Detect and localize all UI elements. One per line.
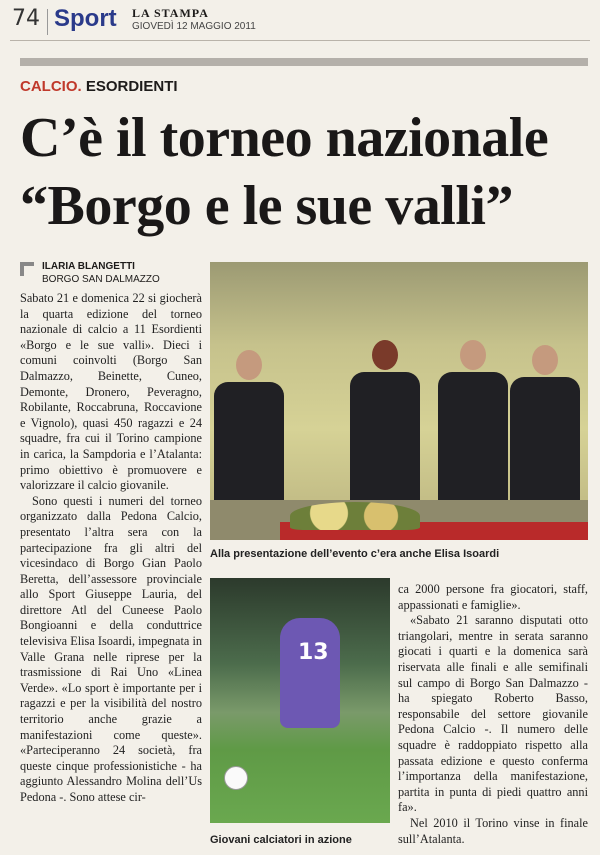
page-number: 74 bbox=[12, 6, 40, 31]
person-figure bbox=[350, 340, 420, 522]
header-separator bbox=[47, 9, 48, 35]
article-column-3 bbox=[398, 582, 588, 852]
dateline-place: BORGO SAN DALMAZZO bbox=[42, 274, 160, 285]
headline-line-2: “Borgo e le sue valli” bbox=[20, 175, 513, 237]
paragraph: ca 2000 persone fra giocatori, staff, appassionati e famiglie». bbox=[398, 582, 588, 612]
byline-mark-icon bbox=[20, 262, 34, 276]
paragraph: «Sabato 21 saranno disputati otto triangolari, mentre in serata saranno giocati i quarti e la domenica sarà riservata alle finali e alle semifinali sul campo di Borgo San Dalmazzo - ha spiegato Roberto Basso, responsabile del settore giovanile Pedona Calcio -. Il numero delle squadre è raddoppiato rispetto alla passata edizione e questo conferma l’importanza della manifestazione, partita in punta di piedi quattro anni fa». bbox=[398, 613, 588, 815]
issue-date: GIOVEDÌ 12 MAGGIO 2011 bbox=[132, 21, 256, 32]
section-name: Sport bbox=[54, 5, 117, 32]
person-figure bbox=[214, 350, 284, 522]
kicker-subtopic: ESORDIENTI bbox=[85, 78, 178, 95]
paragraph: Sono questi i numeri del torneo organizzato dalla Pedona Calcio, presentato l’altra sera con la partecipazione fra gli altri del vicesindaco di Borgo Gian Paolo Beretta, dell’assessore provinciale allo Sport Giuseppe Lauria, del direttore Atl del Cuneese Paolo Bongioanni e della conduttrice televisiva Elisa Isoardi, impegnata in Valle Grana nelle riprese per la trasmissione di Rai Uno «Linea Verde». «Lo sport è importante per i ragazzi e per la visibilità del nostro territorio anche grazie a manifestazioni come queste». «Parteciperanno 24 società, fra queste cinque professionistiche - ha aggiunto Alessandro Molina dell’Us Pedona -. Sono attese cir- bbox=[20, 493, 202, 804]
kicker-topic: CALCIO. bbox=[20, 78, 82, 95]
paragraph: Sabato 21 e domenica 22 si giocherà la quarta edizione del torneo nazionale di calcio a 11 Esordienti «Borgo e le sue valli». Dieci i comuni coinvolti (Borgo San Dalmazzo, Beinette, Cuneo, Demonte, Dronero, Peveragno, Robilante, Roccabruna, Roccavione e Vignolo), quasi 450 ragazzi e 24 squadre, fra cui il Torino campione in carica, la Sampdoria e l’Atalanta: primo obiettivo è promuovere e valorizzare il calcio giovanile. bbox=[20, 291, 202, 493]
newspaper-name: LA STAMPA bbox=[132, 6, 209, 20]
headline-line-1: C’è il torneo nazionale bbox=[20, 107, 549, 169]
person-figure bbox=[438, 340, 508, 522]
player-figure bbox=[280, 618, 340, 728]
article-kicker bbox=[20, 78, 178, 95]
author-name: ILARIA BLANGETTI bbox=[42, 261, 135, 272]
flower-arrangement bbox=[290, 502, 420, 530]
player-number: 13 bbox=[298, 640, 329, 665]
football-action-photo bbox=[210, 578, 390, 823]
header-rule bbox=[10, 40, 590, 41]
presentation-photo bbox=[210, 262, 588, 540]
football-icon bbox=[224, 766, 248, 790]
photo-caption: Alla presentazione dell’evento c’era anche Elisa Isoardi bbox=[210, 548, 500, 560]
photo-caption: Giovani calciatori in azione bbox=[210, 834, 352, 846]
decorative-band bbox=[20, 58, 588, 66]
paragraph: Nel 2010 il Torino vinse in finale sull’Atalanta. bbox=[398, 815, 588, 846]
person-figure bbox=[510, 345, 580, 522]
article-column-1 bbox=[20, 291, 202, 851]
